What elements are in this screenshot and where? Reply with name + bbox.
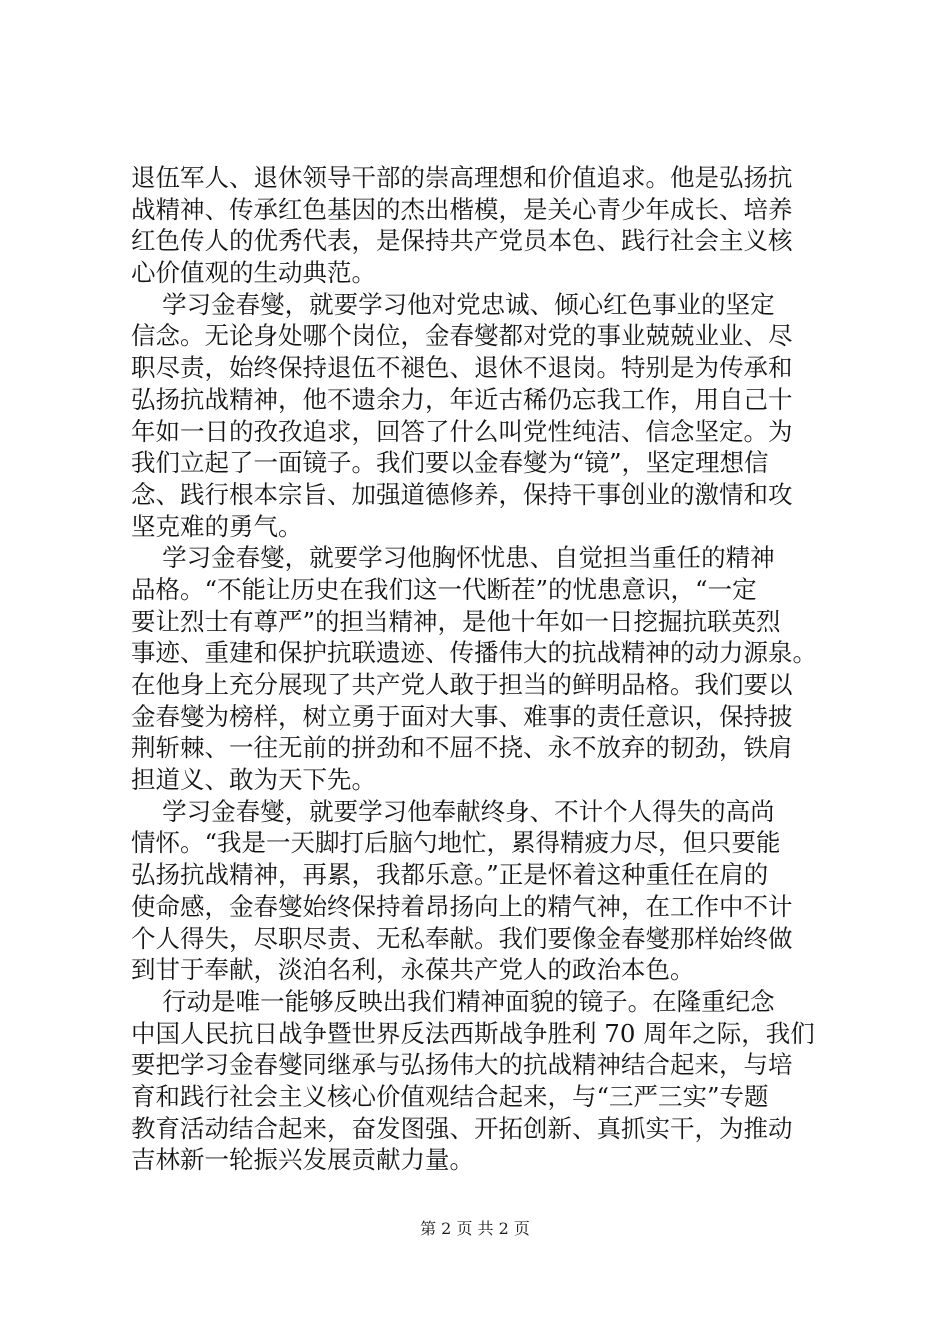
text-line: 弘扬抗战精神，他不遗余力，年近古稀仍忘我工作，用自己十 bbox=[131, 384, 793, 414]
text-line: 信念。无论身处哪个岗位，金春燮都对党的事业兢兢业业、尽 bbox=[131, 321, 793, 351]
text-line: 退伍军人、退休领导干部的崇高理想和价值追求。他是弘扬抗 bbox=[131, 163, 793, 192]
text-line: 要让烈士有尊严”的担当精神，是他十年如一日挖掘抗联英烈 bbox=[131, 606, 781, 636]
text-line: 金春燮为榜样，树立勇于面对大事、难事的责任意识，保持披 bbox=[131, 701, 793, 731]
text-line: 职尽责，始终保持退伍不褪色、退休不退岗。特别是为传承和 bbox=[131, 353, 793, 383]
text-line: 品格。“不能让历史在我们这一代断茬”的忧患意识，“一定 bbox=[131, 574, 757, 604]
text-line: 要把学习金春燮同继承与弘扬伟大的抗战精神结合起来，与培 bbox=[131, 1050, 793, 1080]
text-line: 到甘于奉献，淡泊名利，永葆共产党人的政治本色。 bbox=[131, 955, 695, 985]
text-line: 红色传人的优秀代表，是保持共产党员本色、践行社会主义核 bbox=[131, 226, 793, 256]
text-line: 荆斩棘、一往无前的拼劲和不屈不挠、永不放弃的韧劲，铁肩 bbox=[131, 733, 793, 763]
text-line: 弘扬抗战精神，再累，我都乐意。”正是怀着这种重任在肩的 bbox=[131, 860, 769, 890]
text-line: 个人得失，尽职尽责、无私奉献。我们要像金春燮那样始终做 bbox=[131, 923, 793, 953]
text-line: 在他身上充分展现了共产党人敢于担当的鲜明品格。我们要以 bbox=[131, 670, 793, 699]
text-line: 使命感，金春燮始终保持着昂扬向上的精气神，在工作中不计 bbox=[131, 891, 793, 921]
text-line: 担道义、敢为天下先。 bbox=[131, 765, 376, 795]
text-line: 吉林新一轮振兴发展贡献力量。 bbox=[131, 1145, 474, 1175]
text-line: 我们立起了一面镜子。我们要以金春燮为“镜”，坚定理想信 bbox=[131, 448, 769, 478]
text-line: 学习金春燮，就要学习他对党忠诚、倾心红色事业的坚定 bbox=[131, 289, 775, 319]
text-line: 学习金春燮，就要学习他奉献终身、不计个人得失的高尚 bbox=[131, 796, 775, 826]
text-line: 事迹、重建和保护抗联遗迹、传播伟大的抗战精神的动力源泉。 bbox=[131, 638, 817, 668]
text-line: 念、践行根本宗旨、加强道德修养，保持干事创业的激情和攻 bbox=[131, 479, 793, 509]
text-line: 年如一日的孜孜追求，回答了什么叫党性纯洁、信念坚定。为 bbox=[131, 416, 793, 446]
document-body bbox=[131, 162, 831, 1176]
text-line: 教育活动结合起来，奋发图强、开拓创新、真抓实干，为推动 bbox=[131, 1113, 793, 1143]
text-line: 学习金春燮，就要学习他胸怀忧患、自觉担当重任的精神 bbox=[131, 543, 775, 573]
text-line: 情怀。“我是一天脚打后脑勺地忙，累得精疲力尽，但只要能 bbox=[131, 828, 781, 858]
text-line: 育和践行社会主义核心价值观结合起来，与“三严三实”专题 bbox=[131, 1081, 769, 1111]
text-line: 坚克难的勇气。 bbox=[131, 511, 303, 541]
text-line: 战精神、传承红色基因的杰出楷模，是关心青少年成长、培养 bbox=[131, 194, 793, 224]
text-line: 中国人民抗日战争暨世界反法西斯战争胜利 70 周年之际，我们 bbox=[131, 1018, 815, 1048]
text-line: 行动是唯一能够反映出我们精神面貌的镜子。在隆重纪念 bbox=[131, 986, 775, 1016]
text-line: 心价值观的生动典范。 bbox=[131, 258, 376, 288]
page-footer: 第 2 页 共 2 页 bbox=[420, 1219, 530, 1238]
